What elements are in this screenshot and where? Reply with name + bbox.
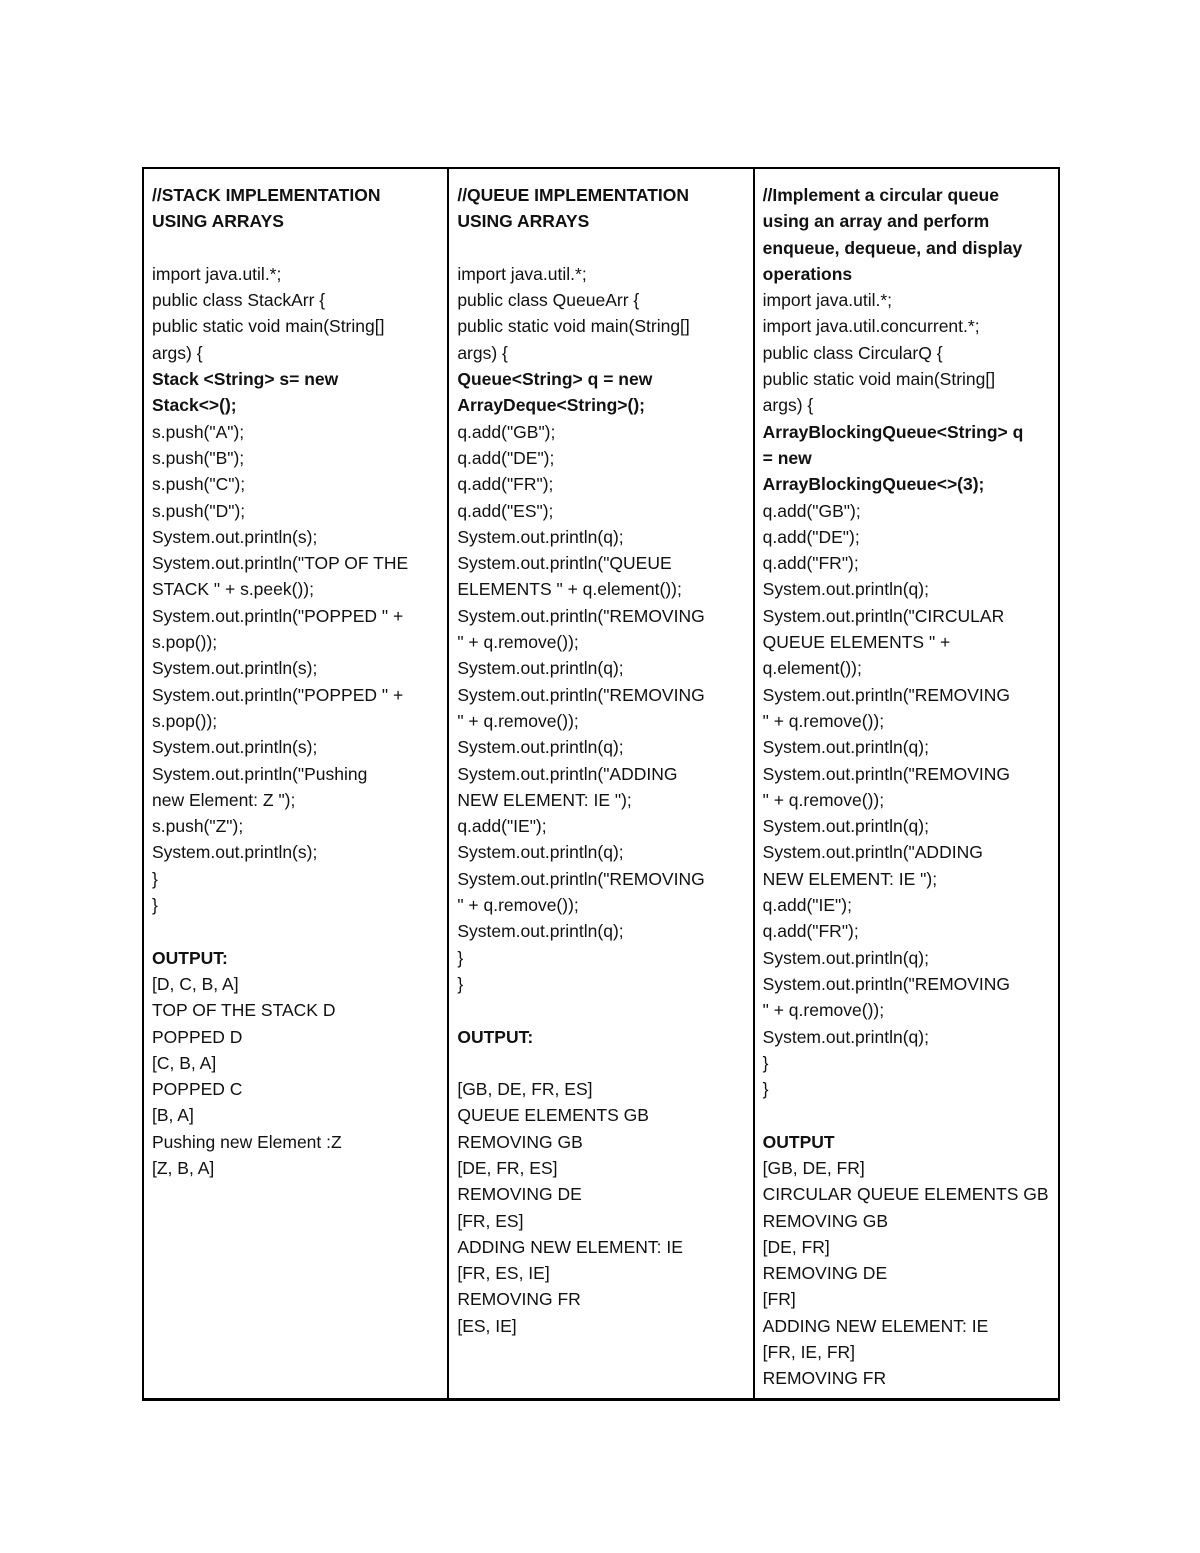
code-line: q.add("FR"); bbox=[762, 921, 859, 942]
code-line: using an array and perform bbox=[762, 211, 990, 232]
circular-queue-column bbox=[753, 169, 1058, 1398]
code-line: System.out.println("ADDING bbox=[762, 842, 983, 863]
queue-implementation-column bbox=[447, 169, 752, 1398]
code-line: q.add("FR"); bbox=[457, 474, 554, 495]
code-line: " + q.remove()); bbox=[762, 710, 885, 731]
code-line: OUTPUT: bbox=[457, 1026, 534, 1047]
code-line: System.out.println("TOP OF THE bbox=[152, 553, 409, 574]
code-line: args) { bbox=[457, 342, 508, 363]
code-line: args) { bbox=[762, 395, 814, 416]
code-line: = new bbox=[762, 447, 812, 468]
code-line: NEW ELEMENT: IE "); bbox=[762, 868, 938, 889]
code-line: [Z, B, A] bbox=[152, 1157, 215, 1178]
code-line: public class StackArr { bbox=[152, 290, 326, 311]
code-line: STACK " + s.peek()); bbox=[152, 579, 314, 600]
code-line: //QUEUE IMPLEMENTATION bbox=[457, 185, 690, 205]
code-line: operations bbox=[762, 263, 853, 284]
code-line: QUEUE ELEMENTS GB bbox=[457, 1105, 649, 1126]
code-line: s.push("Z"); bbox=[152, 816, 244, 837]
code-line: s.push("D"); bbox=[152, 500, 246, 521]
code-line: System.out.println(s); bbox=[152, 526, 318, 547]
code-line: q.add("GB"); bbox=[457, 421, 556, 442]
blank-line bbox=[457, 1050, 746, 1076]
code-line: s.push("C"); bbox=[152, 474, 246, 495]
code-line: [FR, ES] bbox=[457, 1210, 524, 1231]
code-line: System.out.println("REMOVING bbox=[457, 684, 705, 705]
code-line: ADDING NEW ELEMENT: IE bbox=[457, 1236, 683, 1257]
code-line: OUTPUT bbox=[762, 1131, 835, 1152]
code-line: System.out.println(s); bbox=[152, 658, 318, 679]
blank-line bbox=[152, 235, 441, 261]
code-line: [C, B, A] bbox=[152, 1052, 217, 1073]
code-line: System.out.println("Pushing bbox=[152, 763, 368, 784]
code-line: " + q.remove()); bbox=[762, 789, 885, 810]
code-line: new Element: Z "); bbox=[152, 789, 296, 810]
code-line: System.out.println(q); bbox=[762, 947, 929, 968]
code-line: public static void main(String[] bbox=[762, 369, 996, 390]
code-line: [DE, FR, ES] bbox=[457, 1157, 558, 1178]
code-line: [DE, FR] bbox=[762, 1236, 830, 1257]
code-line: System.out.println(q); bbox=[762, 816, 929, 837]
code-line: System.out.println(q); bbox=[457, 526, 624, 547]
code-line: REMOVING FR bbox=[762, 1368, 887, 1389]
code-line: Pushing new Element :Z bbox=[152, 1131, 342, 1152]
code-line: q.add("DE"); bbox=[762, 526, 860, 547]
code-line: enqueue, dequeue, and display bbox=[762, 237, 1023, 258]
code-line: REMOVING GB bbox=[457, 1131, 583, 1152]
code-line: q.add("DE"); bbox=[457, 447, 555, 468]
code-line: [FR, ES, IE] bbox=[457, 1263, 550, 1284]
code-line: ADDING NEW ELEMENT: IE bbox=[762, 1315, 989, 1336]
code-line: REMOVING FR bbox=[457, 1289, 581, 1310]
code-line: System.out.println("REMOVING bbox=[762, 973, 1011, 994]
blank-line bbox=[457, 235, 746, 261]
code-line: import java.util.*; bbox=[457, 263, 587, 284]
code-line: System.out.println("POPPED " + bbox=[152, 684, 404, 705]
code-line: NEW ELEMENT: IE "); bbox=[457, 789, 632, 810]
code-line: public static void main(String[] bbox=[152, 316, 385, 337]
code-line: s.push("B"); bbox=[152, 447, 245, 468]
code-line: } bbox=[152, 868, 158, 889]
code-line: args) { bbox=[152, 342, 203, 363]
blank-line bbox=[152, 918, 441, 944]
code-line: System.out.println(q); bbox=[762, 737, 929, 758]
code-line: [D, C, B, A] bbox=[152, 973, 239, 994]
code-line: import java.util.*; bbox=[152, 263, 282, 284]
stack-implementation-column bbox=[144, 169, 447, 1398]
code-line: //STACK IMPLEMENTATION bbox=[152, 185, 381, 205]
code-table bbox=[142, 167, 1060, 1401]
code-line: System.out.println(s); bbox=[152, 842, 318, 863]
code-line: System.out.println("REMOVING bbox=[457, 868, 705, 889]
code-line: ArrayBlockingQueue<String> q bbox=[762, 421, 1024, 442]
code-line: System.out.println(q); bbox=[457, 921, 624, 942]
code-line: System.out.println("ADDING bbox=[457, 763, 678, 784]
code-line: //Implement a circular queue bbox=[762, 185, 999, 205]
code-line: " + q.remove()); bbox=[457, 895, 579, 916]
code-line: } bbox=[457, 947, 464, 968]
code-line: } bbox=[457, 973, 464, 994]
code-line: QUEUE ELEMENTS " + bbox=[762, 632, 951, 653]
code-line: POPPED D bbox=[152, 1026, 243, 1047]
code-line: System.out.println("REMOVING bbox=[762, 684, 1011, 705]
code-line: Stack <String> s= new bbox=[152, 369, 339, 390]
code-line: " + q.remove()); bbox=[457, 710, 579, 731]
code-line: q.add("GB"); bbox=[762, 500, 861, 521]
code-line: q.add("IE"); bbox=[457, 816, 547, 837]
code-line: ArrayBlockingQueue<>(3); bbox=[762, 474, 985, 495]
code-line: [GB, DE, FR, ES] bbox=[457, 1079, 593, 1100]
code-line: Stack<>(); bbox=[152, 395, 237, 416]
code-line: TOP OF THE STACK D bbox=[152, 1000, 336, 1021]
code-line: USING ARRAYS bbox=[152, 211, 284, 232]
code-line: CIRCULAR QUEUE ELEMENTS GB bbox=[762, 1184, 1049, 1205]
code-line: [FR] bbox=[762, 1289, 796, 1310]
code-line: ELEMENTS " + q.element()); bbox=[457, 579, 682, 600]
code-line: public static void main(String[] bbox=[457, 316, 690, 337]
blank-line bbox=[763, 1102, 1052, 1128]
code-line: REMOVING DE bbox=[457, 1184, 582, 1205]
code-line: q.add("ES"); bbox=[457, 500, 554, 521]
code-line: " + q.remove()); bbox=[457, 632, 579, 653]
code-line: System.out.println("QUEUE bbox=[457, 553, 672, 574]
code-line: s.pop()); bbox=[152, 710, 218, 731]
code-line: ArrayDeque<String>(); bbox=[457, 395, 646, 416]
code-line: [ES, IE] bbox=[457, 1315, 517, 1336]
code-line: " + q.remove()); bbox=[762, 1000, 885, 1021]
code-line: OUTPUT: bbox=[152, 947, 228, 968]
code-line: } bbox=[762, 1079, 769, 1100]
code-line: System.out.println(q); bbox=[762, 579, 929, 600]
code-line: public class QueueArr { bbox=[457, 290, 640, 311]
code-line: REMOVING DE bbox=[762, 1263, 888, 1284]
code-line: import java.util.concurrent.*; bbox=[762, 316, 980, 337]
code-line: [B, A] bbox=[152, 1105, 194, 1126]
code-line: q.add("FR"); bbox=[762, 553, 859, 574]
code-line: POPPED C bbox=[152, 1079, 243, 1100]
code-line: System.out.println("REMOVING bbox=[762, 763, 1011, 784]
code-line: System.out.println(q); bbox=[457, 737, 624, 758]
code-line: System.out.println(q); bbox=[457, 658, 624, 679]
code-line: } bbox=[152, 895, 158, 916]
code-line: Queue<String> q = new bbox=[457, 369, 653, 390]
code-line: System.out.println("POPPED " + bbox=[152, 605, 404, 626]
code-line: s.pop()); bbox=[152, 632, 218, 653]
code-line: System.out.println("REMOVING bbox=[457, 605, 705, 626]
code-line: System.out.println(q); bbox=[762, 1026, 929, 1047]
code-line: System.out.println(q); bbox=[457, 842, 624, 863]
code-line: [FR, IE, FR] bbox=[762, 1342, 856, 1363]
code-line: System.out.println("CIRCULAR bbox=[762, 605, 1005, 626]
code-line: q.element()); bbox=[762, 658, 862, 679]
code-line: } bbox=[762, 1052, 769, 1073]
blank-line bbox=[457, 997, 746, 1023]
code-line: System.out.println(s); bbox=[152, 737, 318, 758]
code-line: USING ARRAYS bbox=[457, 211, 590, 232]
code-line: public class CircularQ { bbox=[762, 342, 943, 363]
code-line: REMOVING GB bbox=[762, 1210, 889, 1231]
code-line: [GB, DE, FR] bbox=[762, 1157, 865, 1178]
code-line: import java.util.*; bbox=[762, 290, 893, 311]
code-line: s.push("A"); bbox=[152, 421, 245, 442]
code-line: q.add("IE"); bbox=[762, 895, 852, 916]
